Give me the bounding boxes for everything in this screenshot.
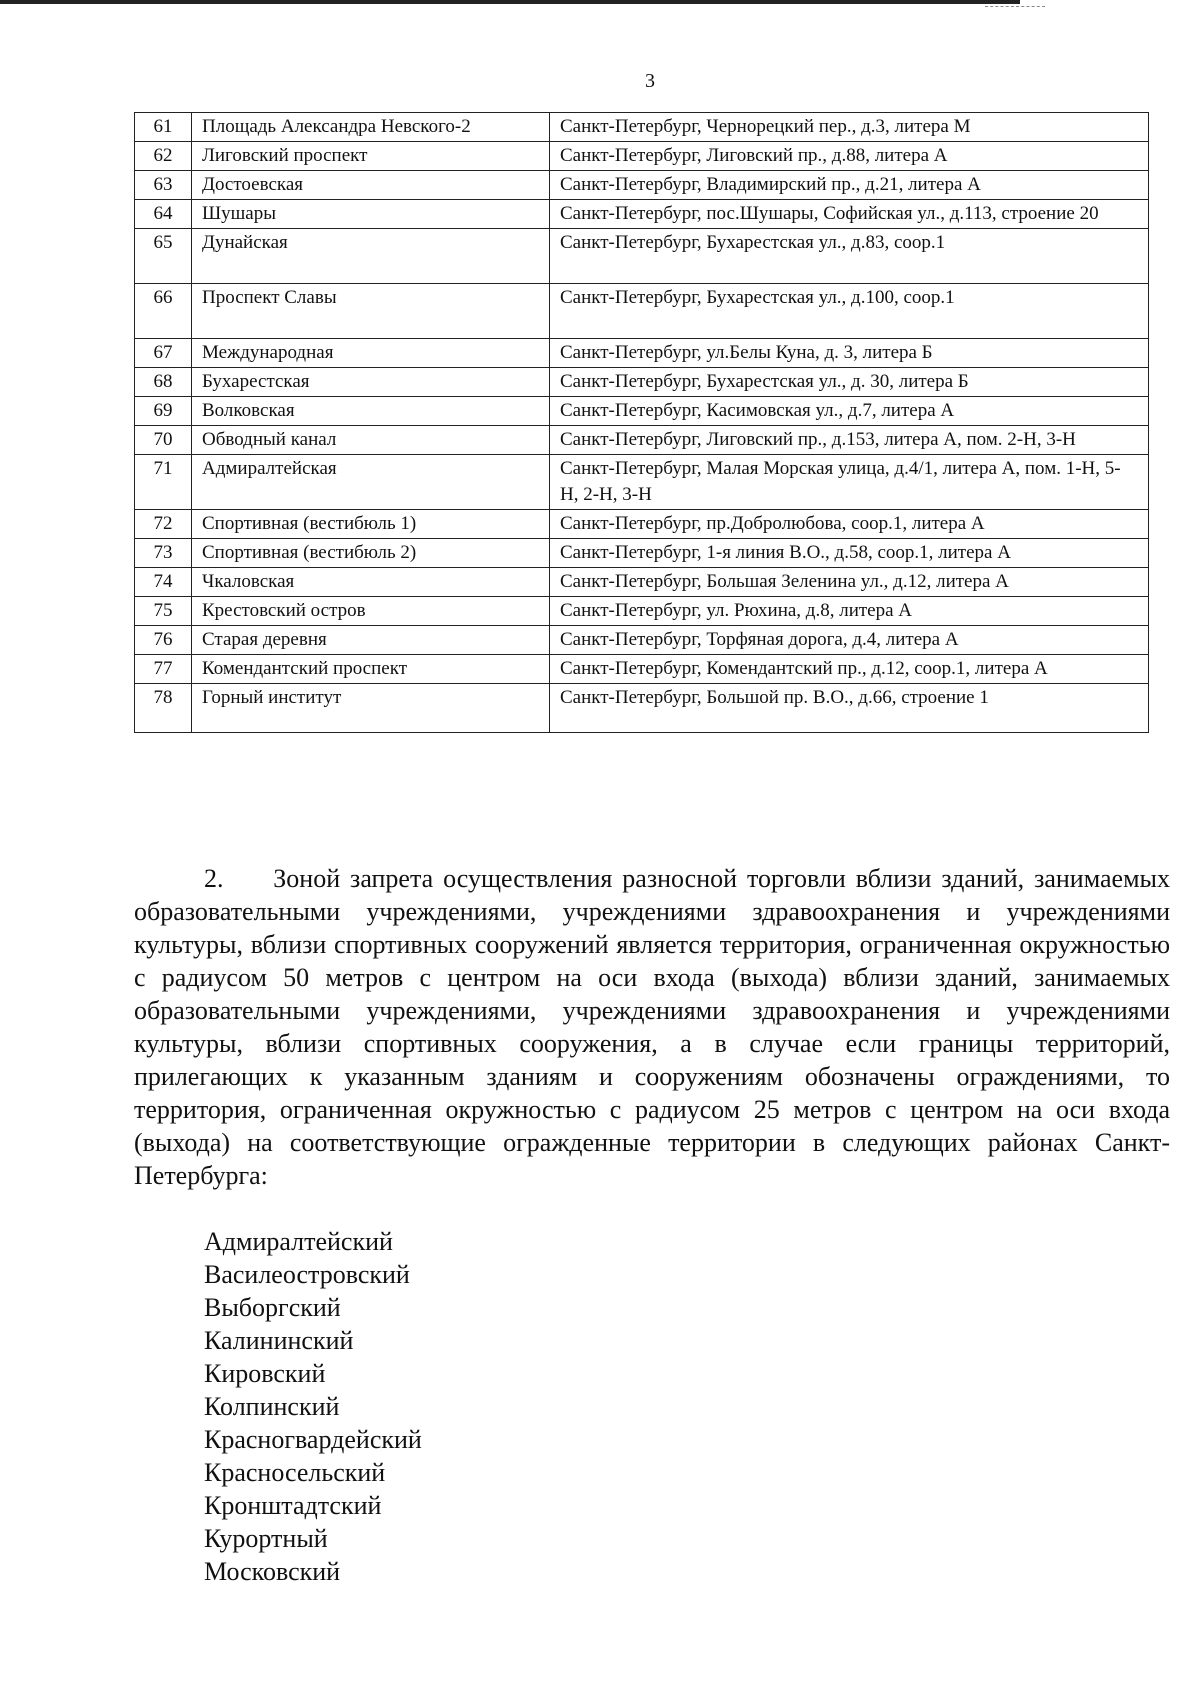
station-name-cell: Адмиралтейская (192, 455, 550, 510)
station-name-cell: Обводный канал (192, 426, 550, 455)
station-address-cell: Санкт-Петербург, Лиговский пр., д.153, литера А, пом. 2-Н, 3-Н (550, 426, 1149, 455)
table-row (135, 655, 1149, 684)
station-name-cell: Старая деревня (192, 626, 550, 655)
station-address-cell: Санкт-Петербург, пос.Шушары, Софийская ул., д.113, строение 20 (550, 200, 1149, 229)
district-item: Московский (204, 1557, 341, 1586)
page-number: 3 (645, 70, 655, 92)
table-row (135, 142, 1149, 171)
station-name-cell: Международная (192, 339, 550, 368)
district-item: Адмиралтейский (204, 1227, 393, 1256)
station-address-cell: Санкт-Петербург, Бухарестская ул., д. 30, литера Б (550, 368, 1149, 397)
station-address-cell: Санкт-Петербург, Большой пр. В.О., д.66, строение 1 (550, 684, 1149, 733)
table-row (135, 397, 1149, 426)
district-item: Василеостровский (204, 1260, 410, 1289)
station-num-cell: 68 (135, 368, 192, 397)
district-item: Кировский (204, 1359, 326, 1388)
table-row (135, 539, 1149, 568)
station-address-cell: Санкт-Петербург, Лиговский пр., д.88, литера А (550, 142, 1149, 171)
paragraph-text: Зоной запрета осуществления разносной торговли вблизи зданий, занимаемых образовательными учреждениями, учреждениями здравоохранения и учреждениями культуры, вблизи спортивных сооружений является территория, ограниченная окружностью с радиусом 50 метров с центром на оси входа (выхода) вблизи зданий, занимаемых образовательными учреждениями, учреждениями здравоохранения и учреждениями культуры, вблизи спортивных сооружения, а в случае если границы территорий, прилегающих к указанным зданиям и сооружениям обозначены ограждениями, то территория, ограниченная окружностью с радиусом 25 метров с центром на оси входа (выхода) на соответствующие огражденные территории в следующих районах Санкт-Петербурга: (134, 864, 1170, 1190)
table-row (135, 597, 1149, 626)
station-num-cell: 62 (135, 142, 192, 171)
station-num-cell: 71 (135, 455, 192, 510)
station-num-cell: 65 (135, 229, 192, 284)
station-num-cell: 74 (135, 568, 192, 597)
station-name-cell: Дунайская (192, 229, 550, 284)
district-item: Кронштадтский (204, 1491, 382, 1520)
station-name-cell: Чкаловская (192, 568, 550, 597)
station-name-cell: Крестовский остров (192, 597, 550, 626)
station-num-cell: 61 (135, 113, 192, 142)
table-row (135, 339, 1149, 368)
district-item: Красногвардейский (204, 1425, 422, 1454)
station-num-cell: 64 (135, 200, 192, 229)
station-name-cell: Волковская (192, 397, 550, 426)
table-row (135, 284, 1149, 339)
stations-table (134, 112, 1149, 733)
station-num-cell: 69 (135, 397, 192, 426)
table-row (135, 113, 1149, 142)
station-name-cell: Горный институт (192, 684, 550, 733)
station-address-cell: Санкт-Петербург, Бухарестская ул., д.83, соор.1 (550, 229, 1149, 284)
station-num-cell: 75 (135, 597, 192, 626)
station-num-cell: 70 (135, 426, 192, 455)
table-row (135, 626, 1149, 655)
station-num-cell: 66 (135, 284, 192, 339)
station-address-cell: Санкт-Петербург, Чернорецкий пер., д.3, литера М (550, 113, 1149, 142)
station-address-cell: Санкт-Петербург, 1-я линия В.О., д.58, соор.1, литера А (550, 539, 1149, 568)
station-name-cell: Площадь Александра Невского-2 (192, 113, 550, 142)
station-name-cell: Бухарестская (192, 368, 550, 397)
district-item: Выборгский (204, 1293, 341, 1322)
district-item: Колпинский (204, 1392, 340, 1421)
station-name-cell: Шушары (192, 200, 550, 229)
station-address-cell: Санкт-Петербург, Касимовская ул., д.7, литера А (550, 397, 1149, 426)
top-border-dash (985, 6, 1045, 8)
station-address-cell: Санкт-Петербург, Комендантский пр., д.12, соор.1, литера А (550, 655, 1149, 684)
districts-list (204, 1225, 422, 1588)
table-row (135, 200, 1149, 229)
station-name-cell: Комендантский проспект (192, 655, 550, 684)
station-address-cell: Санкт-Петербург, ул.Белы Куна, д. 3, литера Б (550, 339, 1149, 368)
station-name-cell: Спортивная (вестибюль 1) (192, 510, 550, 539)
district-item: Калининский (204, 1326, 354, 1355)
paragraph-2 (134, 862, 1170, 1192)
paragraph-number: 2. (204, 864, 224, 893)
station-num-cell: 67 (135, 339, 192, 368)
table-row (135, 368, 1149, 397)
table-row (135, 426, 1149, 455)
district-item: Курортный (204, 1524, 328, 1553)
station-num-cell: 63 (135, 171, 192, 200)
station-name-cell: Проспект Славы (192, 284, 550, 339)
station-name-cell: Лиговский проспект (192, 142, 550, 171)
top-border-line (0, 0, 1020, 4)
stations-table-body (135, 113, 1149, 733)
station-name-cell: Достоевская (192, 171, 550, 200)
district-item: Красносельский (204, 1458, 386, 1487)
station-address-cell: Санкт-Петербург, пр.Добролюбова, соор.1, литера А (550, 510, 1149, 539)
station-address-cell: Санкт-Петербург, Торфяная дорога, д.4, литера А (550, 626, 1149, 655)
station-num-cell: 72 (135, 510, 192, 539)
table-row (135, 568, 1149, 597)
station-address-cell: Санкт-Петербург, Владимирский пр., д.21, литера А (550, 171, 1149, 200)
station-name-cell: Спортивная (вестибюль 2) (192, 539, 550, 568)
station-address-cell: Санкт-Петербург, Бухарестская ул., д.100, соор.1 (550, 284, 1149, 339)
table-row (135, 229, 1149, 284)
station-num-cell: 77 (135, 655, 192, 684)
station-address-cell: Санкт-Петербург, Большая Зеленина ул., д.12, литера А (550, 568, 1149, 597)
station-num-cell: 76 (135, 626, 192, 655)
table-row (135, 455, 1149, 510)
station-num-cell: 78 (135, 684, 192, 733)
station-num-cell: 73 (135, 539, 192, 568)
station-address-cell: Санкт-Петербург, ул. Рюхина, д.8, литера А (550, 597, 1149, 626)
table-row (135, 171, 1149, 200)
table-row (135, 684, 1149, 733)
station-address-cell: Санкт-Петербург, Малая Морская улица, д.4/1, литера А, пом. 1-Н, 5-Н, 2-Н, 3-Н (550, 455, 1149, 510)
table-row (135, 510, 1149, 539)
